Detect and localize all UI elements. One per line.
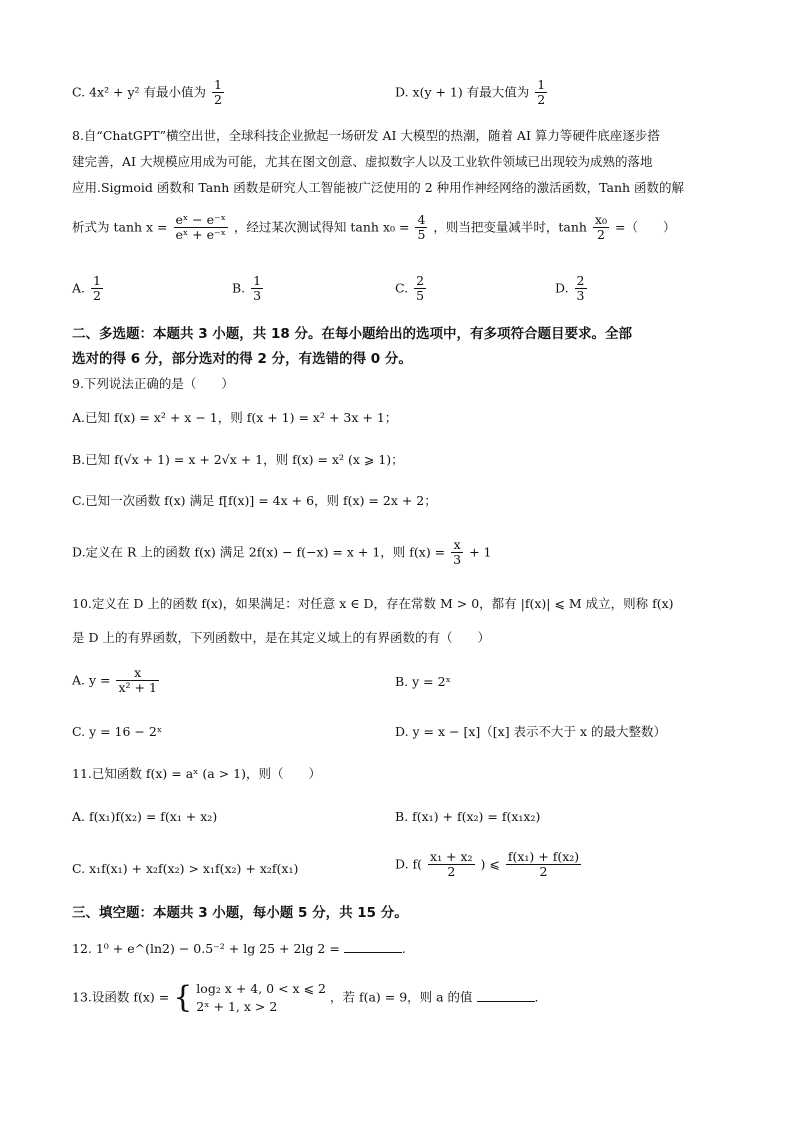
fraction: $\frac{1}{2}$ bbox=[537, 77, 546, 108]
q9-option-c: C.已知一次函数 f(x) 满足 f[f(x)] = 4x + 6，则 f(x) = 2x + 2； bbox=[72, 493, 437, 508]
q10-line-1: 10.定义在 D 上的函数 f(x)，如果满足：对任意 x ∈ D，存在常数 M > 0，都有 |f(x)| ⩽ M 成立，则称 f(x) bbox=[72, 596, 674, 611]
q8-line-3: 应用.Sigmoid 函数和 Tanh 函数是研究人工智能被广泛使用的 2 种用作神经网络的激活函数，Tanh 函数的解 bbox=[72, 180, 685, 195]
q8-line-2: 建完善，AI 大规模应用成为可能，尤其在图文创意、虚拟数字人以及工业软件领域已出现较为成熟的落地 bbox=[72, 154, 653, 169]
fraction: $\frac{1}{2}$ bbox=[93, 273, 101, 304]
q10-option-c: C. y = 16 − 2ˣ bbox=[72, 724, 163, 739]
q11-stem: 11.已知函数 f(x) = aˣ (a > 1)，则（ ） bbox=[72, 766, 322, 781]
q8-option-a: A. $\frac{1}{2}$ bbox=[72, 273, 101, 304]
q10-option-b: B. y = 2ˣ bbox=[395, 674, 451, 689]
fraction: $\frac{\text{x₀}}{2}$ bbox=[594, 212, 608, 243]
fraction: $\frac{1}{2}$ bbox=[214, 77, 222, 108]
q12: 12. 1⁰ + e^(ln2) − 0.5⁻² + lg 25 + 2lg 2 = . bbox=[72, 941, 406, 956]
fraction: $\frac{1}{3}$ bbox=[253, 273, 262, 304]
q8-line-1: 8.自“ChatGPT”横空出世，全球科技企业掀起一场研发 AI 大模型的热潮，随着 AI 算力等硬件底座逐步搭 bbox=[72, 128, 660, 143]
fraction: $\frac{\text{x₁ + x₂}}{2}$ bbox=[430, 849, 473, 880]
q11-option-d: D. f( $\frac{\text{x₁ + x₂}}{2}$ ) ⩽ $\frac{\text{f(x₁) + f(x₂)}}{2}$ bbox=[395, 849, 580, 880]
q11-option-c: C. x₁f(x₁) + x₂f(x₂) > x₁f(x₂) + x₂f(x₁) bbox=[72, 861, 299, 876]
q10-option-a: A. y = $\frac{x}{\text{x² + 1}}$ bbox=[72, 665, 157, 696]
fraction: $\frac{2}{5}$ bbox=[416, 273, 425, 304]
q8-option-b: B. $\frac{1}{3}$ bbox=[232, 273, 262, 304]
answer-blank bbox=[477, 991, 535, 1002]
q10-option-d: D. y = x − [x]（[x] 表示不大于 x 的最大整数） bbox=[395, 724, 667, 739]
answer-blank bbox=[344, 942, 402, 953]
fraction: $\frac{x}{\text{x² + 1}}$ bbox=[118, 665, 157, 696]
q9-stem: 9.下列说法正确的是（ ） bbox=[72, 376, 234, 391]
q8-option-c: C. $\frac{2}{5}$ bbox=[395, 273, 425, 304]
fraction: $\frac{x}{3}$ bbox=[453, 537, 462, 568]
section-2-heading-line-1: 二、多选题：本题共 3 小题，共 18 分。在每小题给出的选项中，有多项符合题目要求。全部 bbox=[72, 326, 632, 342]
q8-line-4: 析式为 tanh x = $\frac{\text{eˣ − e⁻ˣ}}{\text{eˣ + e⁻ˣ}}$ ，经过某次测试得知 tanh x₀ = $\frac{4}{5}$ ，则当把变量减半时，tanh $\frac{\text{x₀}}{2}$ =（ ） bbox=[72, 212, 676, 243]
q7-option-d: D. x(y + 1) 有最大值为 $\frac{1}{2}$ bbox=[395, 77, 546, 108]
q9-option-b: B.已知 f(√x + 1) = x + 2√x + 1，则 f(x) = x² (x ⩾ 1)； bbox=[72, 452, 404, 467]
q10-line-2: 是 D 上的有界函数，下列函数中，是在其定义域上的有界函数的有（ ） bbox=[72, 630, 490, 645]
q11-option-b: B. f(x₁) + f(x₂) = f(x₁x₂) bbox=[395, 809, 541, 824]
fraction: $\frac{\text{f(x₁) + f(x₂)}}{2}$ bbox=[507, 849, 580, 880]
section-2-heading-line-2: 选对的得 6 分，部分选对的得 2 分，有选错的得 0 分。 bbox=[72, 351, 412, 367]
fraction: $\frac{\text{eˣ − e⁻ˣ}}{\text{eˣ + e⁻ˣ}}$ bbox=[175, 212, 226, 243]
q13: 13.设函数 f(x) = { log₂ x + 4, 0 < x ⩽ 2 2ˣ + 1, x > 2 ，若 f(a) = 9，则 a 的值 . bbox=[72, 980, 539, 1016]
q7-option-c: C. 4x² + y² 有最小值为 $\frac{1}{2}$ bbox=[72, 77, 222, 108]
fraction: $\frac{2}{3}$ bbox=[576, 273, 585, 304]
q8-option-d: D. $\frac{2}{3}$ bbox=[555, 273, 585, 304]
q9-option-a: A.已知 f(x) = x² + x − 1，则 f(x + 1) = x² + 3x + 1； bbox=[72, 410, 398, 425]
q9-option-d: D.定义在 R 上的函数 f(x) 满足 2f(x) − f(−x) = x + 1，则 f(x) = $\frac{x}{3}$ + 1 bbox=[72, 537, 492, 568]
piecewise-brace: { log₂ x + 4, 0 < x ⩽ 2 2ˣ + 1, x > 2 bbox=[173, 980, 326, 1016]
section-3-heading: 三、填空题：本题共 3 小题，每小题 5 分，共 15 分。 bbox=[72, 905, 408, 921]
fraction: $\frac{4}{5}$ bbox=[417, 212, 426, 243]
q11-option-a: A. f(x₁)f(x₂) = f(x₁ + x₂) bbox=[72, 809, 218, 824]
